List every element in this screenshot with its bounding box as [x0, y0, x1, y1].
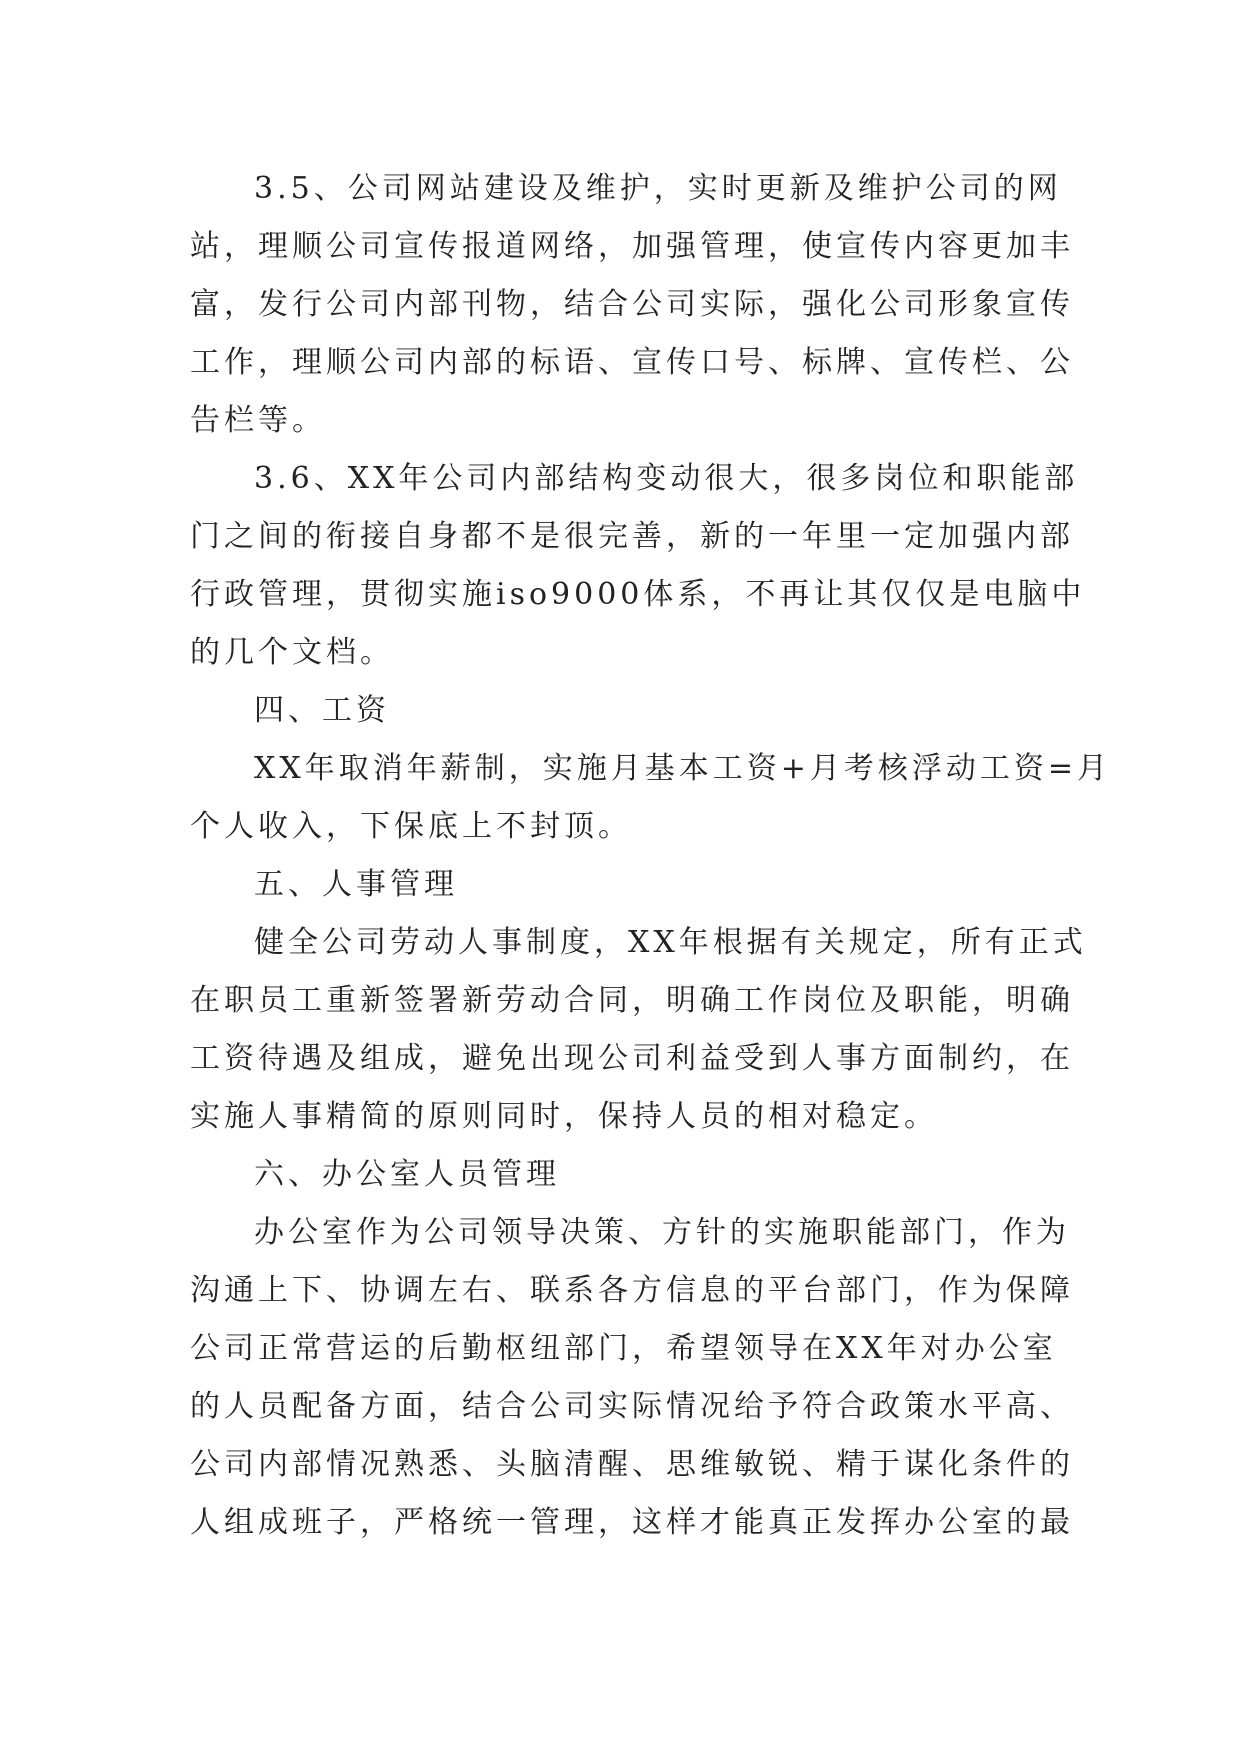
- paragraph-3-6-line-1: 3.6、XX年公司内部结构变动很大，很多岗位和职能部: [254, 461, 1079, 496]
- paragraph-personnel-line-2: 在职员工重新签署新劳动合同，明确工作岗位及职能，明确: [190, 983, 1074, 1018]
- paragraph-3-5-line-3: 富，发行公司内部刊物，结合公司实际，强化公司形象宣传: [190, 287, 1074, 322]
- paragraph-3-5-line-5: 告栏等。: [190, 403, 326, 438]
- paragraph-3-6-line-4: 的几个文档。: [190, 635, 394, 670]
- document-body: [190, 160, 1111, 1552]
- section-heading-wages: 四、工资: [254, 693, 390, 728]
- paragraph-office-line-1: 办公室作为公司领导决策、方针的实施职能部门，作为: [254, 1215, 1070, 1250]
- paragraph-office-line-5: 公司内部情况熟悉、头脑清醒、思维敏锐、精于谋化条件的: [190, 1447, 1074, 1482]
- section-heading-office-staff: 六、办公室人员管理: [254, 1157, 560, 1192]
- paragraph-3-5-line-2: 站，理顺公司宣传报道网络，加强管理，使宣传内容更加丰: [190, 229, 1074, 264]
- paragraph-personnel-line-4: 实施人事精简的原则同时，保持人员的相对稳定。: [190, 1099, 938, 1134]
- paragraph-3-5-line-1: 3.5、公司网站建设及维护，实时更新及维护公司的网: [254, 171, 1062, 206]
- paragraph-office-line-4: 的人员配备方面，结合公司实际情况给予符合政策水平高、: [190, 1389, 1074, 1424]
- paragraph-wages-line-2: 个人收入，下保底上不封顶。: [190, 809, 632, 844]
- section-heading-personnel: 五、人事管理: [254, 867, 458, 902]
- paragraph-3-5-line-4: 工作，理顺公司内部的标语、宣传口号、标牌、宣传栏、公: [190, 345, 1074, 380]
- paragraph-office-line-3: 公司正常营运的后勤枢纽部门，希望领导在XX年对办公室: [190, 1331, 1057, 1366]
- paragraph-office-line-6: 人组成班子，严格统一管理，这样才能真正发挥办公室的最: [190, 1505, 1074, 1540]
- paragraph-office-line-2: 沟通上下、协调左右、联系各方信息的平台部门，作为保障: [190, 1273, 1074, 1308]
- paragraph-3-6-line-3: 行政管理，贯彻实施iso9000体系，不再让其仅仅是电脑中: [190, 577, 1086, 612]
- paragraph-personnel-line-1: 健全公司劳动人事制度，XX年根据有关规定，所有正式: [254, 925, 1087, 960]
- paragraph-3-6-line-2: 门之间的衔接自身都不是很完善，新的一年里一定加强内部: [190, 519, 1074, 554]
- paragraph-personnel-line-3: 工资待遇及组成，避免出现公司利益受到人事方面制约，在: [190, 1041, 1074, 1076]
- paragraph-wages-line-1: XX年取消年薪制，实施月基本工资+月考核浮动工资=月: [254, 751, 1111, 786]
